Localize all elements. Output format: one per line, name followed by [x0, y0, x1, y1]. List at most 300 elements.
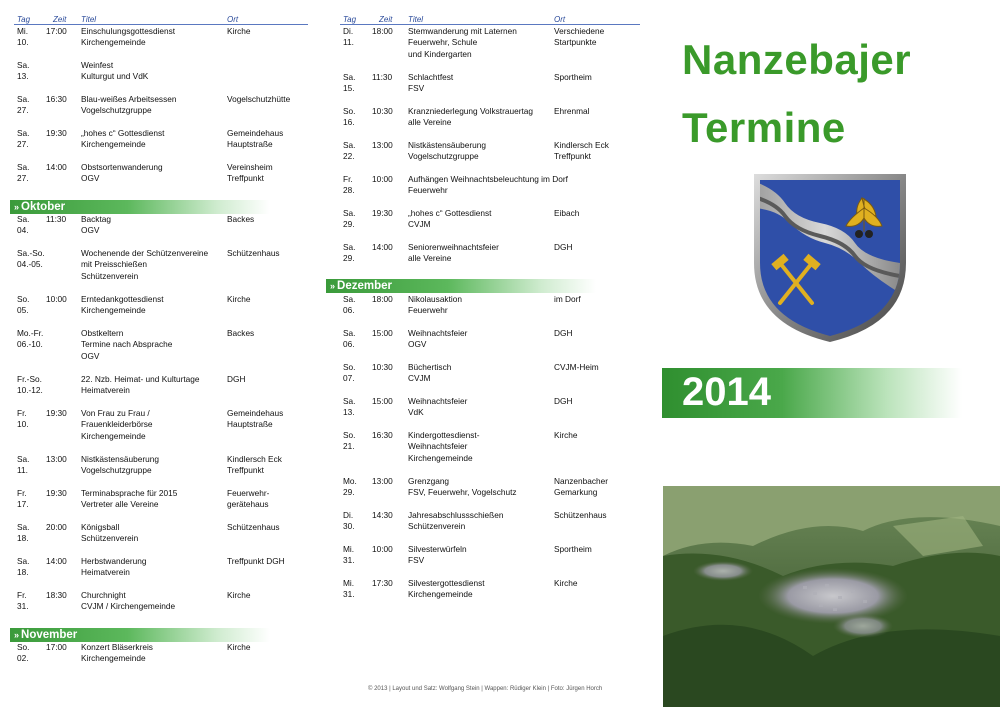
event-time-line: 18:00 — [372, 294, 393, 304]
event-time — [372, 106, 393, 117]
event-day — [17, 374, 43, 397]
event-day — [343, 578, 355, 601]
event-day-line: Fr. — [17, 590, 27, 600]
header-zeit: Zeit — [53, 15, 67, 24]
event-day-line: Mi. — [17, 26, 29, 36]
event-time — [46, 294, 67, 305]
village-aerial-photo — [663, 486, 1000, 707]
event-location-line: Sportheim — [554, 72, 592, 82]
event-title — [408, 208, 491, 231]
event-day — [343, 242, 355, 265]
coat-of-arms-icon — [750, 168, 910, 343]
event-time-line: 11:30 — [46, 214, 67, 224]
event-time-line: 19:30 — [46, 488, 67, 498]
event-title-line: Von Frau zu Frau / — [81, 408, 150, 418]
event-day-line: Fr.-So. — [17, 374, 42, 384]
event-location — [554, 328, 572, 339]
event-location — [554, 208, 579, 219]
event-day-line: Sa.-So. — [17, 248, 45, 258]
event-location — [227, 328, 254, 339]
event-day — [17, 128, 29, 151]
event-time — [46, 522, 67, 533]
event-day-line: 31. — [17, 601, 29, 612]
event-time-line: 10:30 — [372, 362, 393, 372]
event-title-line: FSV, Feuerwehr, Vogelschutz — [408, 487, 517, 498]
event-day-line: Di. — [343, 26, 354, 36]
event-title-line: Büchertisch — [408, 362, 452, 372]
event-title-line: VdK — [408, 407, 424, 418]
event-day — [343, 106, 355, 129]
event-time — [372, 294, 393, 305]
event-time-line: 11:30 — [372, 72, 393, 82]
header-rule-2 — [340, 24, 640, 25]
event-title — [408, 242, 499, 265]
event-title-line: 22. Nzb. Heimat- und Kulturtage — [81, 374, 200, 384]
event-time — [372, 174, 393, 185]
event-location-line: Ehrenmal — [554, 106, 590, 116]
event-location-line: Nanzenbacher — [554, 476, 608, 486]
year-banner — [662, 368, 962, 418]
event-day-line: 29. — [343, 487, 355, 498]
event-location-line: Treffpunkt — [227, 465, 264, 476]
title-line1: Nanzebajer — [682, 36, 912, 83]
event-title-line: Silvesterwürfeln — [408, 544, 467, 554]
header-rule — [14, 24, 308, 25]
event-title-line: Kulturgut und VdK — [81, 71, 149, 82]
event-title — [81, 214, 111, 237]
event-time-line: 19:30 — [46, 128, 67, 138]
event-title-line: Kirchengemeinde — [408, 589, 473, 600]
event-day — [17, 408, 29, 431]
event-day-line: Sa. — [343, 140, 356, 150]
event-title-line: CVJM / Kirchengemeinde — [81, 601, 176, 612]
event-title — [408, 430, 480, 464]
event-title-line: Weihnachtsfeier — [408, 396, 468, 406]
event-day — [17, 454, 29, 477]
event-day-line: Sa. — [343, 72, 356, 82]
event-day — [17, 60, 29, 83]
event-location — [227, 408, 283, 431]
event-location-line: im Dorf — [554, 294, 581, 304]
event-day-line: So. — [343, 106, 356, 116]
event-title-line: Frauenkleiderbörse — [81, 419, 153, 430]
event-title-line: „hohes c“ Gottesdienst — [81, 128, 165, 138]
event-title-line: Heimatverein — [81, 567, 130, 578]
event-title — [408, 174, 568, 197]
event-day-line: Sa. — [17, 522, 30, 532]
event-title-line: Churchnight — [81, 590, 126, 600]
event-day — [343, 328, 355, 351]
event-day-line: Mi. — [343, 544, 355, 554]
event-day-line: 11. — [17, 465, 28, 476]
event-title-line: alle Vereine — [408, 253, 452, 264]
event-title — [408, 544, 467, 567]
event-title-line: Schützenverein — [81, 270, 139, 281]
event-time — [372, 328, 393, 339]
event-title — [81, 374, 200, 397]
event-location — [227, 162, 273, 185]
event-day-line: So. — [17, 642, 30, 652]
event-title-line: Wochenende der Schützenvereine — [81, 248, 209, 258]
event-location — [227, 294, 251, 305]
event-location-line: gerätehaus — [227, 499, 269, 510]
header-tag-2: Tag — [343, 15, 357, 24]
event-title-line: CVJM — [408, 373, 431, 384]
header-ort: Ort — [227, 15, 239, 24]
event-title-line: „hohes c“ Gottesdienst — [408, 208, 492, 218]
event-title — [408, 106, 533, 129]
event-time — [372, 396, 393, 407]
event-title — [408, 362, 451, 385]
event-day-line: 06. — [343, 305, 355, 316]
event-day — [343, 396, 355, 419]
event-day-line: Mo. — [343, 476, 357, 486]
event-title-line: CVJM — [408, 219, 431, 230]
event-day — [343, 208, 355, 231]
event-day-line: Mi. — [343, 578, 355, 588]
event-title-line: Vogelschutzgruppe — [408, 151, 479, 162]
event-title — [408, 294, 462, 317]
event-location-line: Kirche — [227, 26, 251, 36]
event-time — [46, 94, 67, 105]
event-title — [81, 408, 152, 442]
event-title-line: Kranzniederlegung Volkstrauertag — [408, 106, 533, 116]
event-day-line: 07. — [343, 373, 355, 384]
event-title-line: Feuerwehr — [408, 305, 448, 316]
event-title-line: Obstkeltern — [81, 328, 124, 338]
event-location — [227, 248, 280, 259]
event-day-line: 27. — [17, 173, 29, 184]
event-title-line: Einschulungsgottesdienst — [81, 26, 176, 36]
event-title-line: Seniorenweihnachtsfeier — [408, 242, 499, 252]
event-time-line: 17:00 — [46, 26, 67, 36]
event-title-line: OGV — [81, 225, 100, 236]
event-title-line: Obstsortenwanderung — [81, 162, 163, 172]
event-title-line: FSV — [408, 555, 425, 566]
event-title-line: Königsball — [81, 522, 120, 532]
event-title-line: Schützenverein — [408, 521, 466, 532]
event-title — [408, 140, 486, 163]
event-title — [81, 522, 138, 545]
event-time-line: 15:00 — [372, 328, 393, 338]
header-zeit-2: Zeit — [379, 15, 393, 24]
event-location-line: Schützenhaus — [227, 248, 280, 258]
event-day — [17, 248, 45, 271]
event-title-line: Feuerwehr — [408, 185, 448, 196]
event-time-line: 15:00 — [372, 396, 393, 406]
event-location-line: Kindlersch Eck — [227, 454, 282, 464]
event-day-line: 13. — [17, 71, 29, 82]
event-title — [81, 590, 175, 613]
event-day-line: Sa. — [17, 162, 30, 172]
event-title — [81, 294, 164, 317]
event-day-line: 28. — [343, 185, 355, 196]
event-location-line: Kindlersch Eck — [554, 140, 609, 150]
event-title-line: Termine nach Absprache — [81, 339, 173, 350]
event-time — [46, 556, 67, 567]
event-day — [17, 94, 29, 117]
event-day — [17, 26, 29, 49]
event-day-line: 22. — [343, 151, 355, 162]
event-day-line: 10. — [17, 419, 29, 430]
event-title-line: Silvestergottesdienst — [408, 578, 485, 588]
event-day — [343, 294, 355, 317]
year-label: 2014 — [682, 370, 771, 414]
event-day — [343, 476, 357, 499]
event-day — [343, 174, 355, 197]
event-time-line: 16:30 — [372, 430, 393, 440]
event-day — [343, 430, 355, 453]
event-time — [46, 408, 67, 419]
event-time-line: 18:30 — [46, 590, 67, 600]
event-day-line: Di. — [343, 510, 354, 520]
event-title — [408, 26, 517, 60]
event-day — [17, 556, 29, 579]
month-dezember: » Dezember — [326, 279, 596, 293]
event-location-line: Gemeindehaus — [227, 128, 284, 138]
event-title-line: Kirchengemeinde — [81, 139, 146, 150]
event-location-line: Backes — [227, 328, 255, 338]
event-day-line: Sa. — [343, 396, 356, 406]
event-title-line: Kirchengemeinde — [408, 452, 473, 463]
event-day-line: Fr. — [343, 174, 353, 184]
event-title-line: Vertreter alle Vereine — [81, 499, 159, 510]
event-day-line: 10. — [17, 37, 29, 48]
event-day-line: 18. — [17, 567, 29, 578]
event-location — [227, 374, 245, 385]
event-title — [81, 60, 148, 83]
event-location-line: Treffpunkt — [227, 173, 264, 184]
event-title-line: Nistkästensäuberung — [408, 140, 486, 150]
event-location — [554, 362, 599, 373]
event-day — [17, 488, 29, 511]
event-day-line: 29. — [343, 219, 355, 230]
event-location-line: Schützenhaus — [554, 510, 607, 520]
event-title-line: Kirchengemeinde — [81, 305, 146, 316]
event-time-line: 18:00 — [372, 26, 393, 36]
event-time-line: 17:00 — [46, 642, 67, 652]
event-location-line: DGH — [554, 242, 573, 252]
event-location-line: Vogelschutzhütte — [227, 94, 291, 104]
event-day-line: 31. — [343, 555, 355, 566]
event-day-line: 15. — [343, 83, 355, 94]
event-day — [17, 328, 43, 351]
event-location — [227, 522, 280, 533]
event-time-line: 14:00 — [46, 162, 67, 172]
event-time — [372, 362, 393, 373]
event-time-line: 20:00 — [46, 522, 67, 532]
event-location-line: Kirche — [554, 578, 578, 588]
event-time — [46, 214, 66, 225]
event-location-line: Kirche — [554, 430, 578, 440]
event-day-line: 29. — [343, 253, 355, 264]
event-day-line: 04.-05. — [17, 259, 43, 270]
event-location-line: Startpunkte — [554, 37, 597, 48]
event-day-line: 30. — [343, 521, 355, 532]
event-day-line: Sa. — [17, 60, 30, 70]
event-time — [46, 162, 67, 173]
event-location-line: Hauptstraße — [227, 139, 273, 150]
event-location — [227, 590, 251, 601]
event-location — [554, 396, 572, 407]
event-day-line: Sa. — [17, 454, 30, 464]
event-title — [408, 328, 467, 351]
event-title — [408, 476, 517, 499]
event-day — [343, 72, 355, 95]
event-day-line: 27. — [17, 139, 29, 150]
event-title-line: OGV — [81, 173, 100, 184]
event-day — [343, 544, 355, 567]
event-location — [554, 294, 581, 305]
event-day-line: So. — [17, 294, 30, 304]
event-title — [81, 26, 175, 49]
event-title — [408, 578, 485, 601]
event-location-line: Kirche — [227, 294, 251, 304]
event-location-line: CVJM-Heim — [554, 362, 599, 372]
event-day — [17, 522, 29, 545]
event-location — [554, 26, 604, 49]
event-time — [46, 488, 67, 499]
event-title-line: Aufhängen Weihnachtsbeleuchtung im Dorf — [408, 174, 568, 184]
event-location — [554, 242, 572, 253]
event-title — [408, 396, 467, 419]
event-time — [372, 510, 393, 521]
event-title-line: Schützenverein — [81, 533, 139, 544]
event-location-line: Kirche — [227, 642, 251, 652]
event-day-line: 04. — [17, 225, 29, 236]
event-title-line: Kirchengemeinde — [81, 37, 146, 48]
event-time — [372, 578, 393, 589]
event-title-line: OGV — [81, 350, 100, 361]
event-time-line: 13:00 — [46, 454, 67, 464]
event-day — [17, 294, 29, 317]
event-day-line: 06.-10. — [17, 339, 43, 350]
event-time — [46, 128, 67, 139]
event-title-line: FSV — [408, 83, 425, 94]
event-location — [554, 140, 609, 163]
title-line2: Termine — [682, 104, 846, 151]
event-title-line: und Kindergarten — [408, 48, 472, 59]
event-time-line: 14:00 — [46, 556, 67, 566]
event-location — [227, 454, 282, 477]
event-day-line: Sa. — [17, 556, 30, 566]
event-location-line: Hauptstraße — [227, 419, 273, 430]
event-day — [343, 140, 355, 163]
event-location — [554, 544, 592, 555]
event-title — [81, 128, 164, 151]
event-location — [227, 488, 269, 511]
event-title-line: Jahresabschlussschießen — [408, 510, 504, 520]
event-time-line: 10:00 — [372, 544, 393, 554]
event-title — [408, 510, 503, 533]
event-location-line: Backes — [227, 214, 255, 224]
event-day-line: Sa. — [343, 294, 356, 304]
event-time — [372, 430, 393, 441]
event-title-line: Vogelschutzgruppe — [81, 465, 152, 476]
event-day-line: 16. — [343, 117, 355, 128]
event-day-line: 02. — [17, 653, 29, 664]
event-time-line: 13:00 — [372, 140, 393, 150]
header-tag: Tag — [17, 15, 31, 24]
event-title-line: Backtag — [81, 214, 111, 224]
event-day — [17, 590, 29, 613]
event-time — [372, 476, 393, 487]
event-title-line: Weinfest — [81, 60, 114, 70]
event-location-line: Treffpunkt — [554, 151, 591, 162]
event-time — [372, 140, 393, 151]
event-title-line: Schlachtfest — [408, 72, 454, 82]
event-location-line: Gemeindehaus — [227, 408, 284, 418]
event-time-line: 14:30 — [372, 510, 393, 520]
month-november: » November — [10, 628, 270, 642]
event-location-line: Treffpunkt DGH — [227, 556, 285, 566]
event-time — [372, 544, 393, 555]
event-title-line: Weihnachtsfeier — [408, 328, 468, 338]
event-location — [227, 642, 251, 653]
event-day — [343, 26, 354, 49]
credits-footer: © 2013 | Layout und Satz: Wolfgang Stein | Wappen: Rüdiger Klein | Foto: Jürgen Horch — [368, 686, 603, 692]
event-day-line: Sa. — [343, 242, 356, 252]
event-location — [227, 556, 285, 567]
event-title-line: Feuerwehr, Schule — [408, 37, 478, 48]
event-day-line: 11. — [343, 37, 354, 48]
event-day-line: 21. — [343, 441, 355, 452]
event-title-line: Erntedankgottesdienst — [81, 294, 164, 304]
event-time — [372, 242, 393, 253]
event-location — [227, 128, 283, 151]
event-location-line: Vereinsheim — [227, 162, 273, 172]
event-day-line: 13. — [343, 407, 355, 418]
event-title-line: Konzert Bläserkreis — [81, 642, 153, 652]
event-location — [227, 214, 254, 225]
event-location — [554, 578, 578, 589]
event-title-line: OGV — [408, 339, 427, 350]
event-title-line: mit Preisschießen — [81, 259, 147, 270]
event-day — [17, 162, 29, 185]
event-title — [408, 72, 453, 95]
event-day — [17, 214, 29, 237]
event-location-line: Eibach — [554, 208, 580, 218]
event-day-line: Sa. — [17, 214, 30, 224]
event-title — [81, 454, 159, 477]
event-title-line: Terminabsprache für 2015 — [81, 488, 178, 498]
event-title-line: alle Vereine — [408, 117, 452, 128]
event-title — [81, 94, 176, 117]
event-title-line: Nikolausaktion — [408, 294, 462, 304]
event-day-line: Fr. — [17, 488, 27, 498]
event-day-line: 17. — [17, 499, 29, 510]
event-time — [46, 454, 67, 465]
event-title — [81, 556, 147, 579]
event-time-line: 14:00 — [372, 242, 393, 252]
event-title-line: Kirchengemeinde — [81, 430, 146, 441]
event-title — [81, 162, 163, 185]
event-title-line: Kindergottesdienst- — [408, 430, 480, 440]
event-location-line: DGH — [554, 328, 573, 338]
event-time-line: 10:00 — [372, 174, 393, 184]
event-day-line: 06. — [343, 339, 355, 350]
event-day — [343, 510, 355, 533]
event-location — [554, 72, 592, 83]
event-day-line: Sa. — [17, 94, 30, 104]
event-location-line: DGH — [227, 374, 246, 384]
event-title-line: Stemwanderung mit Laternen — [408, 26, 517, 36]
event-day — [343, 362, 355, 385]
event-title-line: Heimatverein — [81, 385, 130, 396]
event-time-line: 19:30 — [46, 408, 67, 418]
event-day-line: Mo.-Fr. — [17, 328, 44, 338]
event-day-line: 05. — [17, 305, 29, 316]
